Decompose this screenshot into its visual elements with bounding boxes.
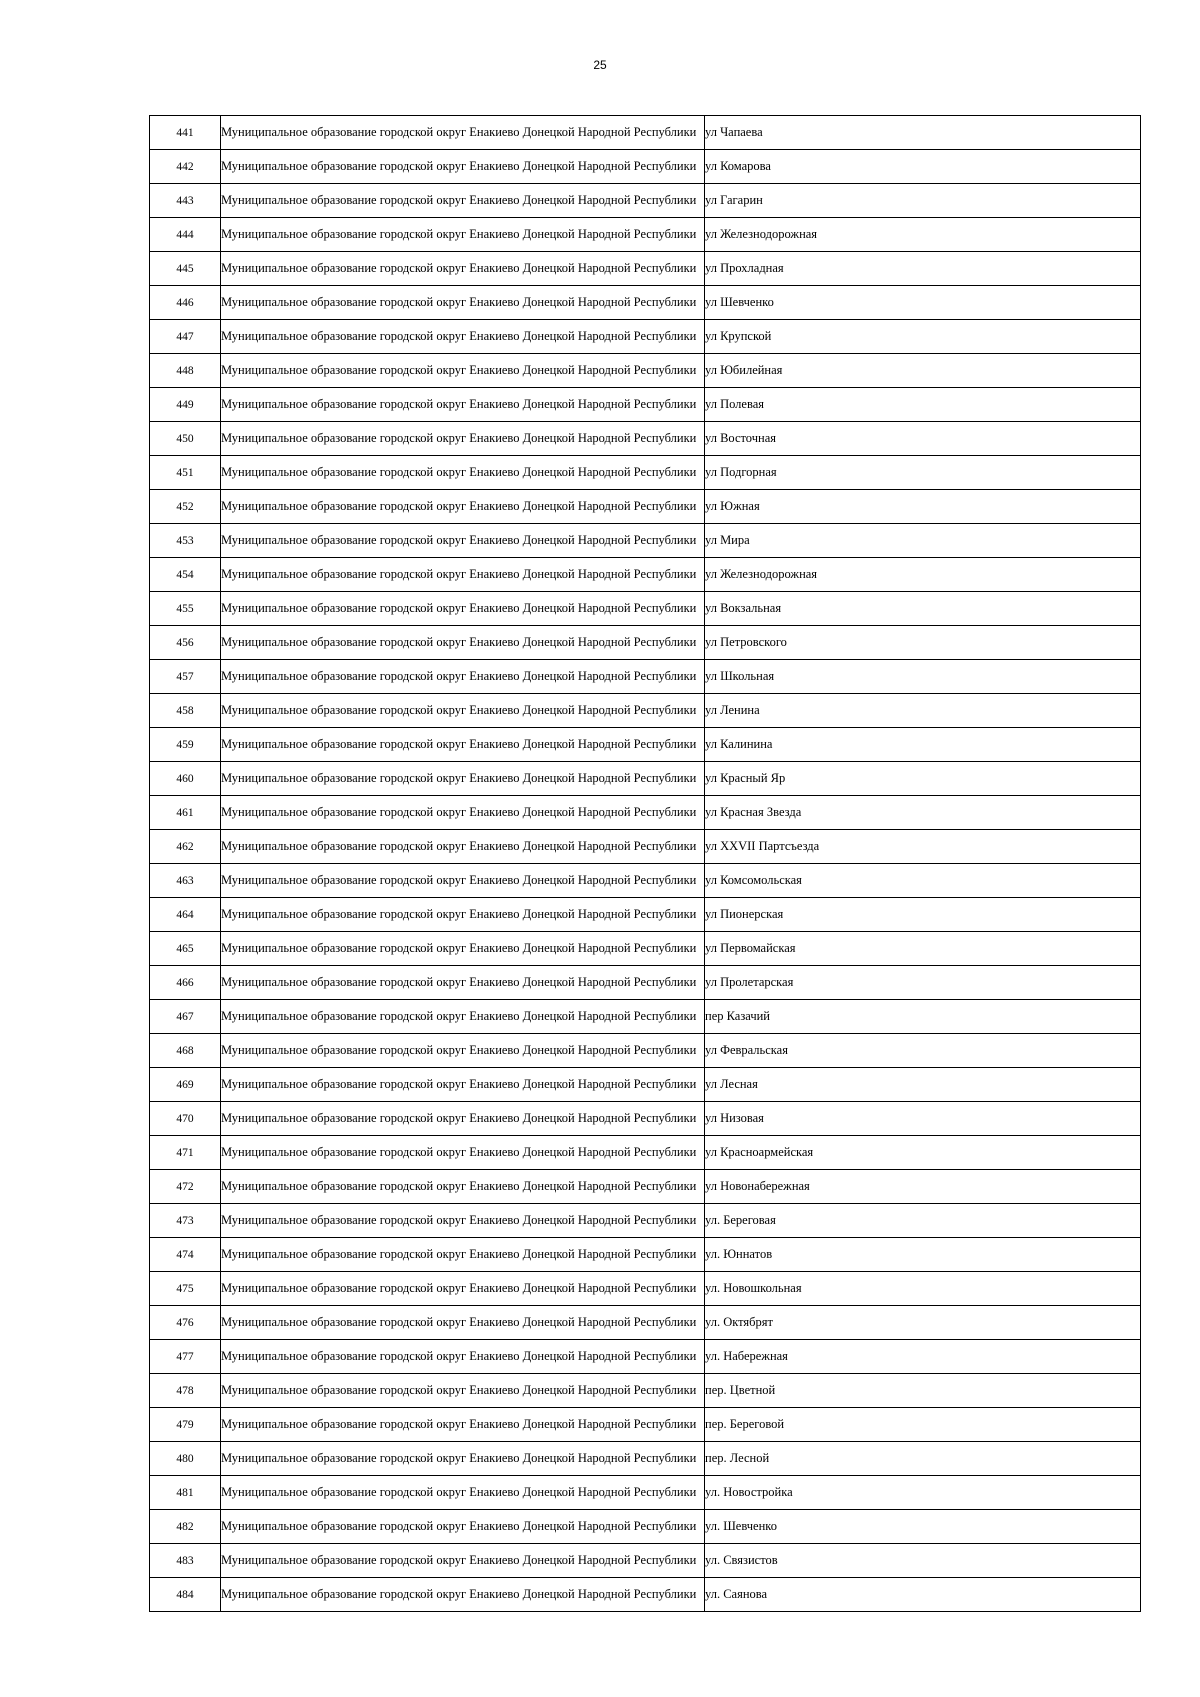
table-row (150, 1544, 1141, 1578)
organization-name: Муниципальное образование городской округ Енакиево Донецкой Народной Республики (221, 116, 705, 150)
row-number: 454 (150, 558, 221, 592)
street-name: ул Школьная (705, 660, 1141, 694)
row-number: 482 (150, 1510, 221, 1544)
organization-name: Муниципальное образование городской округ Енакиево Донецкой Народной Республики (221, 524, 705, 558)
street-name: ул. Связистов (705, 1544, 1141, 1578)
row-number: 473 (150, 1204, 221, 1238)
row-number: 446 (150, 286, 221, 320)
organization-name: Муниципальное образование городской округ Енакиево Донецкой Народной Республики (221, 762, 705, 796)
street-name: ул Первомайская (705, 932, 1141, 966)
row-number: 472 (150, 1170, 221, 1204)
table-row (150, 1374, 1141, 1408)
table-row (150, 388, 1141, 422)
row-number: 463 (150, 864, 221, 898)
street-name: ул Комсомольская (705, 864, 1141, 898)
row-number: 483 (150, 1544, 221, 1578)
row-number: 474 (150, 1238, 221, 1272)
street-name: ул Пролетарская (705, 966, 1141, 1000)
organization-name: Муниципальное образование городской округ Енакиево Донецкой Народной Республики (221, 1238, 705, 1272)
row-number: 470 (150, 1102, 221, 1136)
table-row (150, 898, 1141, 932)
street-name: ул. Октябрят (705, 1306, 1141, 1340)
row-number: 445 (150, 252, 221, 286)
table-row (150, 1340, 1141, 1374)
row-number: 476 (150, 1306, 221, 1340)
organization-name: Муниципальное образование городской округ Енакиево Донецкой Народной Республики (221, 1510, 705, 1544)
organization-name: Муниципальное образование городской округ Енакиево Донецкой Народной Республики (221, 830, 705, 864)
street-name: ул Вокзальная (705, 592, 1141, 626)
street-name: ул. Береговая (705, 1204, 1141, 1238)
street-name: ул XXVII Партсъезда (705, 830, 1141, 864)
table-row (150, 116, 1141, 150)
table-row (150, 558, 1141, 592)
row-number: 480 (150, 1442, 221, 1476)
row-number: 452 (150, 490, 221, 524)
street-name: ул. Юннатов (705, 1238, 1141, 1272)
row-number: 458 (150, 694, 221, 728)
row-number: 468 (150, 1034, 221, 1068)
street-name: ул Февральская (705, 1034, 1141, 1068)
organization-name: Муниципальное образование городской округ Енакиево Донецкой Народной Республики (221, 1476, 705, 1510)
street-name: ул Красный Яр (705, 762, 1141, 796)
page-number: 25 (593, 58, 607, 72)
street-name: ул Чапаева (705, 116, 1141, 150)
organization-name: Муниципальное образование городской округ Енакиево Донецкой Народной Республики (221, 932, 705, 966)
row-number: 471 (150, 1136, 221, 1170)
organization-name: Муниципальное образование городской округ Енакиево Донецкой Народной Республики (221, 456, 705, 490)
organization-name: Муниципальное образование городской округ Енакиево Донецкой Народной Республики (221, 728, 705, 762)
table-row (150, 1510, 1141, 1544)
street-name: ул Южная (705, 490, 1141, 524)
street-name: ул. Шевченко (705, 1510, 1141, 1544)
row-number: 475 (150, 1272, 221, 1306)
row-number: 447 (150, 320, 221, 354)
street-name: ул Красноармейская (705, 1136, 1141, 1170)
row-number: 457 (150, 660, 221, 694)
row-number: 460 (150, 762, 221, 796)
street-name: ул. Саянова (705, 1578, 1141, 1612)
organization-name: Муниципальное образование городской округ Енакиево Донецкой Народной Республики (221, 796, 705, 830)
organization-name: Муниципальное образование городской округ Енакиево Донецкой Народной Республики (221, 626, 705, 660)
table-row (150, 320, 1141, 354)
street-name: ул Подгорная (705, 456, 1141, 490)
table-row (150, 456, 1141, 490)
row-number: 481 (150, 1476, 221, 1510)
organization-name: Муниципальное образование городской округ Енакиево Донецкой Народной Республики (221, 354, 705, 388)
organization-name: Муниципальное образование городской округ Енакиево Донецкой Народной Республики (221, 150, 705, 184)
table-row (150, 1408, 1141, 1442)
table-row (150, 1034, 1141, 1068)
table-row (150, 864, 1141, 898)
row-number: 441 (150, 116, 221, 150)
row-number: 450 (150, 422, 221, 456)
table-row (150, 966, 1141, 1000)
table-row (150, 218, 1141, 252)
table-row (150, 524, 1141, 558)
street-name: пер. Береговой (705, 1408, 1141, 1442)
table-row (150, 762, 1141, 796)
row-number: 469 (150, 1068, 221, 1102)
organization-name: Муниципальное образование городской округ Енакиево Донецкой Народной Республики (221, 1544, 705, 1578)
table-row (150, 660, 1141, 694)
organization-name: Муниципальное образование городской округ Енакиево Донецкой Народной Республики (221, 1170, 705, 1204)
row-number: 456 (150, 626, 221, 660)
street-name: ул Пионерская (705, 898, 1141, 932)
organization-name: Муниципальное образование городской округ Енакиево Донецкой Народной Республики (221, 1204, 705, 1238)
row-number: 479 (150, 1408, 221, 1442)
organization-name: Муниципальное образование городской округ Енакиево Донецкой Народной Республики (221, 1578, 705, 1612)
table-row (150, 1238, 1141, 1272)
street-name: ул Новонабережная (705, 1170, 1141, 1204)
street-name: ул Калинина (705, 728, 1141, 762)
street-name: ул Шевченко (705, 286, 1141, 320)
organization-name: Муниципальное образование городской округ Енакиево Донецкой Народной Республики (221, 388, 705, 422)
row-number: 442 (150, 150, 221, 184)
organization-name: Муниципальное образование городской округ Енакиево Донецкой Народной Республики (221, 1374, 705, 1408)
table-row (150, 796, 1141, 830)
row-number: 443 (150, 184, 221, 218)
table-row (150, 1170, 1141, 1204)
street-name: ул Крупской (705, 320, 1141, 354)
organization-name: Муниципальное образование городской округ Енакиево Донецкой Народной Республики (221, 660, 705, 694)
organization-name: Муниципальное образование городской округ Енакиево Донецкой Народной Республики (221, 1442, 705, 1476)
organization-name: Муниципальное образование городской округ Енакиево Донецкой Народной Республики (221, 1272, 705, 1306)
street-name: ул. Набережная (705, 1340, 1141, 1374)
street-name: ул Восточная (705, 422, 1141, 456)
table-row (150, 626, 1141, 660)
street-name: ул. Новошкольная (705, 1272, 1141, 1306)
row-number: 462 (150, 830, 221, 864)
row-number: 466 (150, 966, 221, 1000)
street-name: ул Железнодорожная (705, 558, 1141, 592)
row-number: 467 (150, 1000, 221, 1034)
table-row (150, 1272, 1141, 1306)
street-name: ул Лесная (705, 1068, 1141, 1102)
organization-name: Муниципальное образование городской округ Енакиево Донецкой Народной Республики (221, 1408, 705, 1442)
organization-name: Муниципальное образование городской округ Енакиево Донецкой Народной Республики (221, 966, 705, 1000)
organization-name: Муниципальное образование городской округ Енакиево Донецкой Народной Республики (221, 252, 705, 286)
organization-name: Муниципальное образование городской округ Енакиево Донецкой Народной Республики (221, 1000, 705, 1034)
street-name: ул Петровского (705, 626, 1141, 660)
organization-name: Муниципальное образование городской округ Енакиево Донецкой Народной Республики (221, 592, 705, 626)
table-row (150, 286, 1141, 320)
row-number: 477 (150, 1340, 221, 1374)
organization-name: Муниципальное образование городской округ Енакиево Донецкой Народной Республики (221, 694, 705, 728)
street-name: пер. Лесной (705, 1442, 1141, 1476)
organization-name: Муниципальное образование городской округ Енакиево Донецкой Народной Республики (221, 286, 705, 320)
table-row (150, 422, 1141, 456)
row-number: 449 (150, 388, 221, 422)
table-row (150, 150, 1141, 184)
table-row (150, 490, 1141, 524)
organization-name: Муниципальное образование городской округ Енакиево Донецкой Народной Республики (221, 1136, 705, 1170)
street-name: ул Низовая (705, 1102, 1141, 1136)
street-name: ул Красная Звезда (705, 796, 1141, 830)
row-number: 464 (150, 898, 221, 932)
street-name: ул Ленина (705, 694, 1141, 728)
street-name: ул. Новостройка (705, 1476, 1141, 1510)
street-name: ул Прохладная (705, 252, 1141, 286)
organization-name: Муниципальное образование городской округ Енакиево Донецкой Народной Республики (221, 422, 705, 456)
table-row (150, 1136, 1141, 1170)
table-row (150, 354, 1141, 388)
organization-name: Муниципальное образование городской округ Енакиево Донецкой Народной Республики (221, 864, 705, 898)
street-name: ул Юбилейная (705, 354, 1141, 388)
street-name: ул Полевая (705, 388, 1141, 422)
table-row (150, 1204, 1141, 1238)
table-row (150, 1000, 1141, 1034)
street-name: ул Гагарин (705, 184, 1141, 218)
row-number: 453 (150, 524, 221, 558)
row-number: 455 (150, 592, 221, 626)
organization-name: Муниципальное образование городской округ Енакиево Донецкой Народной Республики (221, 1102, 705, 1136)
organization-name: Муниципальное образование городской округ Енакиево Донецкой Народной Республики (221, 1034, 705, 1068)
table-row (150, 252, 1141, 286)
table-row (150, 728, 1141, 762)
row-number: 484 (150, 1578, 221, 1612)
street-name: ул Комарова (705, 150, 1141, 184)
table-row (150, 184, 1141, 218)
table-row (150, 932, 1141, 966)
row-number: 444 (150, 218, 221, 252)
row-number: 465 (150, 932, 221, 966)
table-row (150, 1306, 1141, 1340)
row-number: 451 (150, 456, 221, 490)
organization-name: Муниципальное образование городской округ Енакиево Донецкой Народной Республики (221, 1306, 705, 1340)
street-name: пер. Цветной (705, 1374, 1141, 1408)
table-row (150, 1476, 1141, 1510)
table-row (150, 830, 1141, 864)
table-row (150, 694, 1141, 728)
table-row (150, 1442, 1141, 1476)
row-number: 478 (150, 1374, 221, 1408)
table-row (150, 592, 1141, 626)
organization-name: Муниципальное образование городской округ Енакиево Донецкой Народной Республики (221, 320, 705, 354)
table-body (150, 116, 1141, 1612)
street-name: пер Казачий (705, 1000, 1141, 1034)
organization-name: Муниципальное образование городской округ Енакиево Донецкой Народной Республики (221, 218, 705, 252)
street-name: ул Мира (705, 524, 1141, 558)
table-row (150, 1578, 1141, 1612)
organization-name: Муниципальное образование городской округ Енакиево Донецкой Народной Республики (221, 490, 705, 524)
row-number: 461 (150, 796, 221, 830)
organization-name: Муниципальное образование городской округ Енакиево Донецкой Народной Республики (221, 558, 705, 592)
organization-name: Муниципальное образование городской округ Енакиево Донецкой Народной Республики (221, 1340, 705, 1374)
row-number: 459 (150, 728, 221, 762)
address-table (149, 115, 1141, 1612)
table-row (150, 1102, 1141, 1136)
table-row (150, 1068, 1141, 1102)
organization-name: Муниципальное образование городской округ Енакиево Донецкой Народной Республики (221, 898, 705, 932)
row-number: 448 (150, 354, 221, 388)
organization-name: Муниципальное образование городской округ Енакиево Донецкой Народной Республики (221, 184, 705, 218)
street-name: ул Железнодорожная (705, 218, 1141, 252)
organization-name: Муниципальное образование городской округ Енакиево Донецкой Народной Республики (221, 1068, 705, 1102)
